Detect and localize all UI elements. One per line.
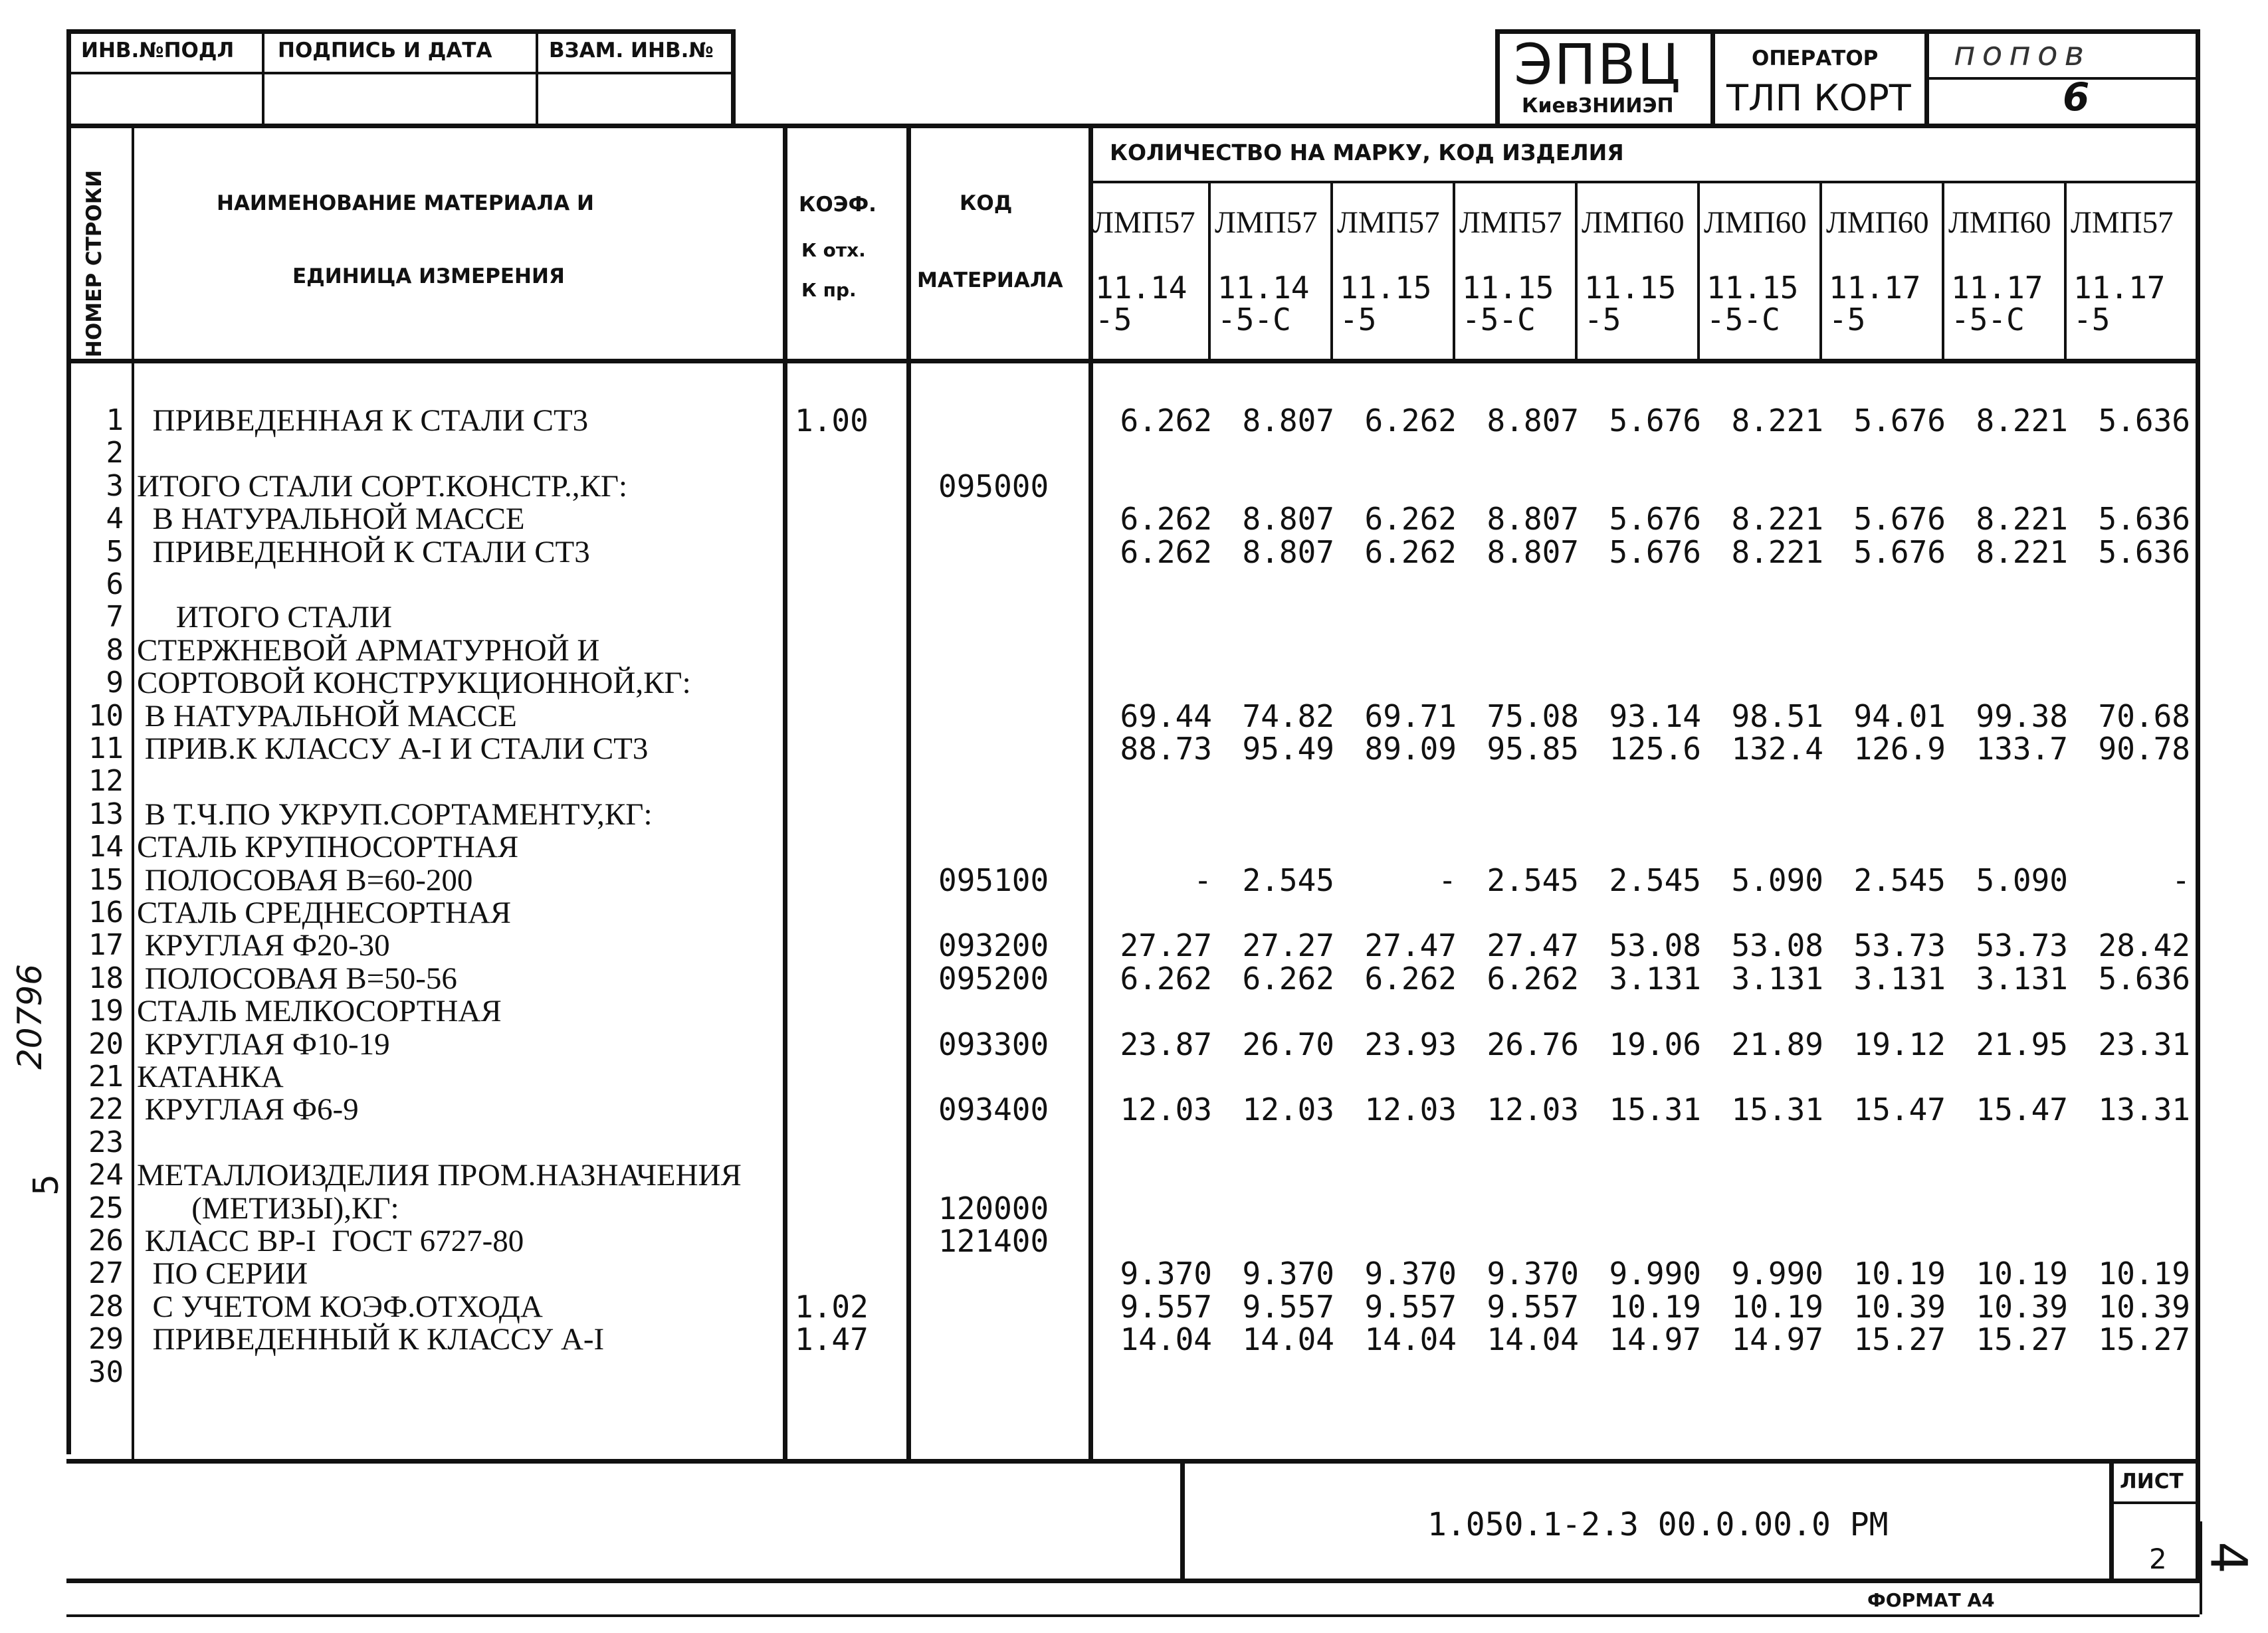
quantity-cell: 8.807	[1487, 403, 1579, 438]
quantity-cell: 15.31	[1609, 1092, 1701, 1127]
row-number: 12	[88, 764, 124, 798]
product-number: 11.17	[1951, 270, 2043, 306]
material-name: СТАЛЬ МЕЛКОСОРТНАЯ	[137, 994, 502, 1028]
material-name: СТЕРЖНЕВОЙ АРМАТУРНОЙ И	[137, 633, 600, 668]
material-name: ПОЛОСОВАЯ В=50-56	[137, 961, 457, 996]
quantity-cell: 53.73	[1853, 927, 1946, 963]
quantity-cell: 93.14	[1609, 698, 1701, 734]
quantity-cell: 9.370	[1242, 1256, 1334, 1292]
material-name: КРУГЛАЯ Ф20-30	[137, 928, 390, 963]
material-code: 120000	[938, 1191, 1049, 1226]
row-number: 15	[88, 863, 124, 897]
row-number: 20	[88, 1027, 124, 1061]
product-suffix: -5	[2073, 302, 2111, 337]
quantity-cell: 3.131	[1731, 961, 1823, 997]
quantity-cell: 10.39	[1976, 1289, 2068, 1325]
quantity-cell: 5.090	[1731, 862, 1823, 898]
corner-number: 4	[2199, 1541, 2259, 1574]
quantity-cell: 15.47	[1976, 1092, 2068, 1127]
header-code-2: МАТЕРИАЛА	[917, 268, 1063, 292]
quantity-cell: 8.807	[1487, 501, 1579, 537]
material-name: КРУГЛАЯ Ф10-19	[137, 1027, 390, 1062]
product-number: 11.15	[1584, 270, 1677, 306]
quantity-cell: 5.676	[1853, 403, 1946, 438]
quantity-cell: 125.6	[1609, 731, 1701, 767]
material-code: 093400	[938, 1092, 1049, 1127]
material-name: СТАЛЬ КРУПНОСОРТНАЯ	[137, 830, 519, 864]
header-material-2: ЕДИНИЦА ИЗМЕРЕНИЯ	[292, 264, 565, 288]
quantity-cell: 12.03	[1120, 1092, 1212, 1127]
product-series: ЛМП60	[1948, 205, 2051, 240]
quantity-cell: 14.04	[1242, 1321, 1334, 1357]
quantity-cell: 28.42	[2098, 927, 2190, 963]
material-name: В НАТУРАЛЬНОЙ МАССЕ	[137, 502, 525, 536]
quantity-cell: 3.131	[1609, 961, 1701, 997]
row-number: 10	[88, 699, 124, 733]
quantity-cell: 27.27	[1242, 927, 1334, 963]
material-name: КЛАСС ВР-I ГОСТ 6727-80	[137, 1224, 524, 1258]
header-row-number: НОМЕР СТРОКИ	[82, 169, 106, 357]
quantity-cell: 21.89	[1731, 1026, 1823, 1062]
sheet-number: 2	[2149, 1543, 2167, 1575]
product-suffix: -5-С	[1462, 302, 1536, 337]
quantity-cell: 8.221	[1731, 534, 1823, 570]
quantity-cell: 6.262	[1364, 403, 1457, 438]
material-name: С УЧЕТОМ КОЭФ.ОТХОДА	[137, 1290, 543, 1324]
material-name: ИТОГО СТАЛИ СОРТ.КОНСТР.,КГ:	[137, 469, 628, 504]
product-series: ЛМП57	[1092, 205, 1195, 240]
quantity-cell: 90.78	[2098, 731, 2190, 767]
quantity-cell: 9.990	[1609, 1256, 1701, 1292]
material-code: 095200	[938, 961, 1049, 997]
material-code: 093300	[938, 1026, 1049, 1062]
quantity-cell: 14.04	[1120, 1321, 1212, 1357]
product-number: 11.17	[1829, 270, 1921, 306]
quantity-cell: 10.19	[2098, 1256, 2190, 1292]
row-number: 28	[88, 1290, 124, 1323]
quantity-cell: 3.131	[1976, 961, 2068, 997]
quantity-cell: 9.370	[1364, 1256, 1457, 1292]
quantity-cell: 5.636	[2098, 534, 2190, 570]
quantity-cell: 5.636	[2098, 961, 2190, 997]
quantity-cell: 15.47	[1853, 1092, 1946, 1127]
quantity-cell: 133.7	[1976, 731, 2068, 767]
header-coef: КОЭФ.	[799, 193, 876, 217]
material-name: В НАТУРАЛЬНОЙ МАССЕ	[137, 699, 517, 733]
row-number: 13	[88, 797, 124, 831]
coefficient: 1.02	[795, 1289, 869, 1325]
quantity-cell: 9.557	[1364, 1289, 1457, 1325]
quantity-cell: 21.95	[1976, 1026, 2068, 1062]
product-suffix: -5	[1584, 302, 1621, 337]
quantity-cell: -	[1438, 862, 1457, 898]
row-number: 4	[106, 502, 124, 535]
product-series: ЛМП60	[1582, 205, 1685, 240]
row-number: 9	[106, 666, 124, 700]
material-name: В Т.Ч.ПО УКРУП.СОРТАМЕНТУ,КГ:	[137, 797, 653, 832]
row-number: 18	[88, 961, 124, 995]
quantity-cell: 53.08	[1731, 927, 1823, 963]
row-number: 24	[88, 1158, 124, 1192]
quantity-cell: 8.807	[1242, 534, 1334, 570]
row-number: 7	[106, 600, 124, 634]
quantity-cell: 12.03	[1242, 1092, 1334, 1127]
product-series: ЛМП57	[1459, 205, 1562, 240]
quantity-cell: 26.76	[1487, 1026, 1579, 1062]
quantity-cell: 5.676	[1609, 403, 1701, 438]
header-material-1: НАИМЕНОВАНИЕ МАТЕРИАЛА И	[217, 191, 594, 215]
quantity-cell: -	[2172, 862, 2190, 898]
row-number: 26	[88, 1224, 124, 1258]
material-name: ПРИВЕДЕННЫЙ К КЛАССУ А-I	[137, 1322, 605, 1357]
quantity-cell: 126.9	[1853, 731, 1946, 767]
quantity-cell: 10.19	[1853, 1256, 1946, 1292]
quantity-cell: 94.01	[1853, 698, 1946, 734]
material-name: СТАЛЬ СРЕДНЕСОРТНАЯ	[137, 896, 512, 930]
quantity-cell: 6.262	[1364, 534, 1457, 570]
stamp-sign-date: ПОДПИСЬ И ДАТА	[278, 39, 492, 62]
material-name: ПРИВЕДЕННОЙ К СТАЛИ СТ3	[137, 535, 590, 569]
quantity-cell: 10.19	[1609, 1289, 1701, 1325]
row-number: 19	[88, 994, 124, 1028]
operator-signature-2: 6	[2063, 74, 2090, 120]
product-suffix: -5	[1095, 302, 1132, 337]
row-number: 5	[106, 535, 124, 569]
product-number: 11.15	[1462, 270, 1554, 306]
quantity-cell: 9.370	[1487, 1256, 1579, 1292]
quantity-cell: 53.73	[1976, 927, 2068, 963]
product-series: ЛМП57	[1337, 205, 1440, 240]
quantity-cell: 8.221	[1731, 403, 1823, 438]
quantity-cell: 27.27	[1120, 927, 1212, 963]
quantity-cell: 5.676	[1609, 534, 1701, 570]
product-number: 11.17	[2073, 270, 2166, 306]
quantity-cell: 14.97	[1609, 1321, 1701, 1357]
quantity-cell: 9.557	[1242, 1289, 1334, 1325]
product-suffix: -5-С	[1706, 302, 1780, 337]
row-number: 30	[88, 1355, 124, 1389]
quantity-cell: 99.38	[1976, 698, 2068, 734]
quantity-cell: 19.06	[1609, 1026, 1701, 1062]
quantity-cell: 15.27	[1976, 1321, 2068, 1357]
product-series: ЛМП60	[1826, 205, 1929, 240]
quantity-cell: 23.31	[2098, 1026, 2190, 1062]
stamp-vzam-inv: ВЗАМ. ИНВ.№	[549, 39, 714, 62]
stamp-inv-podl: ИНВ.№ПОДЛ	[81, 39, 235, 62]
quantity-cell: 6.262	[1487, 961, 1579, 997]
quantity-cell: 6.262	[1120, 501, 1212, 537]
coefficient: 1.00	[795, 403, 869, 438]
quantity-cell: 89.09	[1364, 731, 1457, 767]
quantity-cell: 8.807	[1242, 501, 1334, 537]
quantity-cell: 69.44	[1120, 698, 1212, 734]
row-number: 1	[106, 403, 124, 437]
row-number: 27	[88, 1256, 124, 1290]
material-name: КАТАНКА	[137, 1060, 284, 1094]
row-number: 8	[106, 633, 124, 667]
material-name: ПО СЕРИИ	[137, 1256, 308, 1291]
quantity-cell: 8.221	[1976, 501, 2068, 537]
header-quantity: КОЛИЧЕСТВО НА МАРКУ, КОД ИЗДЕЛИЯ	[1110, 140, 1624, 165]
quantity-cell: 14.04	[1487, 1321, 1579, 1357]
quantity-cell: 12.03	[1487, 1092, 1579, 1127]
product-suffix: -5	[1340, 302, 1377, 337]
quantity-cell: 10.39	[1853, 1289, 1946, 1325]
quantity-cell: 13.31	[2098, 1092, 2190, 1127]
quantity-cell: 69.71	[1364, 698, 1457, 734]
quantity-cell: 2.545	[1242, 862, 1334, 898]
quantity-cell: 6.262	[1242, 961, 1334, 997]
material-name: (МЕТИЗЫ),КГ:	[137, 1191, 399, 1226]
quantity-cell: 10.19	[1976, 1256, 2068, 1292]
material-code: 095000	[938, 468, 1049, 504]
quantity-cell: 14.97	[1731, 1321, 1823, 1357]
material-code: 121400	[938, 1223, 1049, 1259]
row-number: 14	[88, 830, 124, 864]
material-name: ПРИВ.К КЛАССУ А-I И СТАЛИ СТ3	[137, 731, 649, 766]
sheet-label: ЛИСТ	[2120, 1470, 2184, 1493]
org-sub: КиевЗНИИЭП	[1522, 94, 1674, 118]
quantity-cell: 14.04	[1364, 1321, 1457, 1357]
quantity-cell: 5.676	[1609, 501, 1701, 537]
product-suffix: -5	[1829, 302, 1866, 337]
quantity-cell: 98.51	[1731, 698, 1823, 734]
material-name: МЕТАЛЛОИЗДЕЛИЯ ПРОМ.НАЗНАЧЕНИЯ	[137, 1158, 742, 1193]
quantity-cell: 10.19	[1731, 1289, 1823, 1325]
row-number: 2	[106, 436, 124, 470]
quantity-cell: 6.262	[1120, 961, 1212, 997]
quantity-cell: 9.990	[1731, 1256, 1823, 1292]
quantity-cell: 70.68	[2098, 698, 2190, 734]
quantity-cell: 27.47	[1487, 927, 1579, 963]
quantity-cell: 19.12	[1853, 1026, 1946, 1062]
quantity-cell: 2.545	[1853, 862, 1946, 898]
row-number: 6	[106, 567, 124, 601]
quantity-cell: 9.557	[1120, 1289, 1212, 1325]
quantity-cell: 12.03	[1364, 1092, 1457, 1127]
quantity-cell: 9.370	[1120, 1256, 1212, 1292]
quantity-cell: 23.93	[1364, 1026, 1457, 1062]
quantity-cell: 5.676	[1853, 501, 1946, 537]
row-number: 23	[88, 1125, 124, 1159]
quantity-cell: 2.545	[1487, 862, 1579, 898]
product-number: 11.14	[1217, 270, 1310, 306]
product-series: ЛМП60	[1704, 205, 1807, 240]
row-number: 11	[88, 731, 124, 765]
quantity-cell: 95.85	[1487, 731, 1579, 767]
product-series: ЛМП57	[1215, 205, 1318, 240]
org-name: ЭПВЦ	[1514, 32, 1682, 97]
format-label: ФОРМАТ А4	[1867, 1589, 1995, 1611]
product-series: ЛМП57	[2071, 205, 2174, 240]
header-k-pr: К пр.	[801, 279, 857, 301]
coefficient: 1.47	[795, 1321, 869, 1357]
quantity-cell: 6.262	[1120, 403, 1212, 438]
quantity-cell: 5.636	[2098, 403, 2190, 438]
quantity-cell: 10.39	[2098, 1289, 2190, 1325]
quantity-cell: 8.807	[1487, 534, 1579, 570]
header-k-otx: К отх.	[801, 239, 866, 261]
quantity-cell: 88.73	[1120, 731, 1212, 767]
quantity-cell: 6.262	[1120, 534, 1212, 570]
quantity-cell: 75.08	[1487, 698, 1579, 734]
product-suffix: -5-С	[1951, 302, 2025, 337]
product-number: 11.15	[1340, 270, 1432, 306]
product-number: 11.15	[1706, 270, 1799, 306]
material-code: 095100	[938, 862, 1049, 898]
quantity-cell: 8.221	[1731, 501, 1823, 537]
quantity-cell: 5.090	[1976, 862, 2068, 898]
quantity-cell: 53.08	[1609, 927, 1701, 963]
quantity-cell: 27.47	[1364, 927, 1457, 963]
operator-name: ТЛП КОРТ	[1726, 77, 1911, 119]
material-name: ПОЛОСОВАЯ В=60-200	[137, 863, 473, 898]
quantity-cell: 15.27	[1853, 1321, 1946, 1357]
quantity-cell: 9.557	[1487, 1289, 1579, 1325]
product-suffix: -5-С	[1217, 302, 1291, 337]
quantity-cell: 5.676	[1853, 534, 1946, 570]
quantity-cell: 74.82	[1242, 698, 1334, 734]
quantity-cell: 23.87	[1120, 1026, 1212, 1062]
quantity-cell: 3.131	[1853, 961, 1946, 997]
row-number: 22	[88, 1092, 124, 1126]
row-number: 21	[88, 1060, 124, 1094]
operator-signature: попов	[1954, 35, 2091, 73]
quantity-cell: 26.70	[1242, 1026, 1334, 1062]
row-number: 17	[88, 928, 124, 962]
quantity-cell: 95.49	[1242, 731, 1334, 767]
product-number: 11.14	[1095, 270, 1187, 306]
quantity-cell: 8.221	[1976, 534, 2068, 570]
quantity-cell: 15.27	[2098, 1321, 2190, 1357]
material-name: КРУГЛАЯ Ф6-9	[137, 1092, 359, 1127]
row-number: 25	[88, 1191, 124, 1225]
operator-label: ОПЕРАТОР	[1752, 47, 1879, 70]
side-archive-number: 20796	[11, 963, 49, 1070]
quantity-cell: 6.262	[1364, 961, 1457, 997]
document-code: 1.050.1-2.3 00.0.00.0 РМ	[1427, 1506, 1889, 1543]
quantity-cell: 132.4	[1731, 731, 1823, 767]
header-code-1: КОД	[960, 191, 1013, 215]
quantity-cell: 15.31	[1731, 1092, 1823, 1127]
quantity-cell: 8.807	[1242, 403, 1334, 438]
quantity-cell: 5.636	[2098, 501, 2190, 537]
side-number-5: 5	[27, 1173, 66, 1196]
material-name: ПРИВЕДЕННАЯ К СТАЛИ СТ3	[137, 403, 589, 438]
row-number: 29	[88, 1322, 124, 1356]
quantity-cell: 2.545	[1609, 862, 1701, 898]
material-name: СОРТОВОЙ КОНСТРУКЦИОННОЙ,КГ:	[137, 666, 691, 700]
quantity-cell: 6.262	[1364, 501, 1457, 537]
material-name: ИТОГО СТАЛИ	[137, 600, 392, 634]
quantity-cell: 8.221	[1976, 403, 2068, 438]
row-number: 16	[88, 896, 124, 929]
row-number: 3	[106, 469, 124, 503]
material-code: 093200	[938, 927, 1049, 963]
quantity-cell: -	[1193, 862, 1212, 898]
